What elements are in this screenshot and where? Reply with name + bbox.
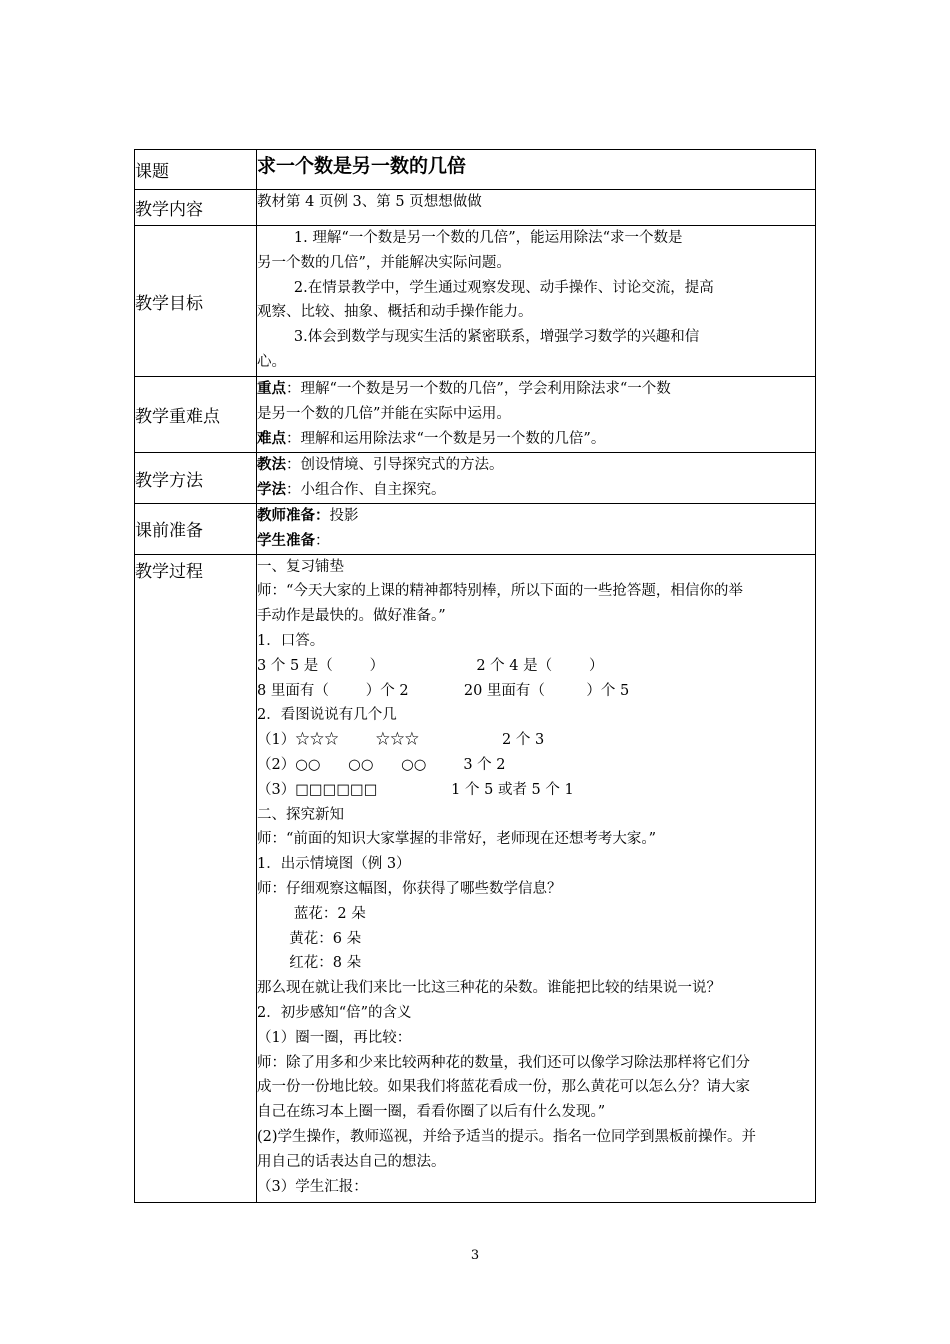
process-line: （3）学生汇报： (257, 1178, 368, 1195)
process-line: 一、复习铺垫 (257, 558, 344, 575)
process-line: 红花：8 朵 (257, 955, 362, 972)
keypoints-label: 教学重难点 (135, 377, 257, 453)
student-prep-text: ： (315, 532, 330, 549)
keypoint-text: ：理解“一个数是另一个数的几倍”，学会利用除法求“一个数 (286, 381, 671, 397)
process-line: 1．口答。 (257, 632, 325, 649)
row-method (135, 453, 816, 504)
goals-cell (257, 226, 816, 377)
prep-cell (257, 504, 816, 555)
prep-label: 课前准备 (135, 504, 257, 555)
process-line: 师：仔细观察这幅图，你获得了哪些数学信息？ (257, 880, 562, 897)
teach-method-text: ：创设情境、引导探究式的方法。 (286, 457, 504, 473)
process-line: （1）圈一圈，再比较： (257, 1029, 412, 1046)
teach-method-heading: 教法 (257, 457, 286, 473)
student-prep-heading: 学生准备 (257, 532, 315, 549)
process-cell (257, 554, 816, 1202)
content-label: 教学内容 (135, 190, 257, 226)
goal-line: 另一个数的几倍”，并能解决实际问题。 (257, 254, 511, 271)
row-title (135, 150, 816, 190)
process-line: 自己在练习本上圈一圈，看看你圈了以后有什么发现。” (257, 1104, 606, 1121)
process-line: （3）□□□□□□ 1 个 5 或者 5 个 1 (257, 781, 574, 798)
content-cell (257, 190, 816, 226)
goal-line: 心。 (257, 353, 286, 370)
goal-line: 1. 理解“一个数是另一个数的几倍”，能运用除法“求一个数是 (257, 230, 683, 246)
teacher-prep-text: 投影 (329, 508, 359, 524)
process-line: 成一份一份地比较。如果我们将蓝花看成一份，那么黄花可以怎么分？请大家 (257, 1079, 750, 1096)
process-line: 8 里面有（ ）个 2 20 里面有（ ）个 5 (257, 682, 630, 699)
process-line: 用自己的话表达自己的想法。 (257, 1153, 446, 1170)
keypoint-text-continued: 是另一个数的几倍”并能在实际中运用。 (257, 405, 511, 422)
goal-line: 2.在情景教学中，学生通过观察发现、动手操作、讨论交流，提高 (257, 279, 714, 296)
process-line: 二、探究新知 (257, 806, 344, 823)
row-content (135, 190, 816, 226)
keypoint-heading: 重点 (257, 381, 286, 397)
learn-method-text: ：小组合作、自主探究。 (286, 481, 446, 498)
process-line: 手动作是最快的。做好准备。” (257, 608, 446, 625)
process-line: 3 个 5 是（ ） 2 个 4 是（ ） (257, 657, 604, 674)
row-prep (135, 504, 816, 555)
process-line: (2)学生操作，教师巡视，并给予适当的提示。指名一位同学到黑板前操作。并 (257, 1128, 757, 1145)
title-cell (257, 150, 816, 190)
process-label: 教学过程 (135, 554, 257, 1202)
difficulty-text: ：理解和运用除法求“一个数是另一个数的几倍”。 (286, 430, 606, 447)
row-keypoints (135, 377, 816, 453)
title-label: 课题 (135, 150, 257, 190)
goal-line: 3.体会到数学与现实生活的紧密联系，增强学习数学的兴趣和信 (257, 329, 700, 346)
teach-method-line (257, 453, 815, 478)
student-prep-line (257, 529, 815, 554)
method-cell (257, 453, 816, 504)
process-line: 蓝花：2 朵 (257, 905, 366, 922)
row-process (135, 554, 816, 1202)
learn-method-line (257, 478, 815, 503)
process-line: 师：除了用多和少来比较两种花的数量，我们还可以像学习除法那样将它们分 (257, 1054, 750, 1071)
process-line: 师：“今天大家的上课的精神都特别棒，所以下面的一些抢答题，相信你的举 (257, 583, 743, 600)
lesson-title: 求一个数是另一数的几倍 (257, 155, 467, 177)
content-value: 教材第 4 页例 3、第 5 页想想做做 (257, 194, 482, 210)
process-line: （1）☆☆☆ ☆☆☆ 2 个 3 (257, 732, 545, 749)
process-line: 师：“前面的知识大家掌握的非常好，老师现在还想考考大家。” (257, 831, 657, 848)
keypoint-line (257, 377, 815, 402)
row-goals (135, 226, 816, 377)
page-number: 3 (470, 1248, 480, 1263)
process-line: 那么现在就让我们来比一比这三种花的朵数。谁能把比较的结果说一说？ (257, 980, 721, 997)
keypoints-cell (257, 377, 816, 453)
difficulty-heading: 难点 (257, 430, 286, 447)
process-line: 1．出示情境图（例 3） (257, 856, 411, 873)
teacher-prep-heading: 教师准备： (257, 508, 330, 524)
process-line: 黄花：6 朵 (257, 930, 362, 947)
learn-method-heading: 学法 (257, 481, 286, 498)
difficulty-line (257, 427, 815, 452)
goal-line: 观察、比较、抽象、概括和动手操作能力。 (257, 304, 533, 321)
process-line: （2）○○ ○○ ○○ 3 个 2 (257, 756, 506, 773)
teacher-prep-line (257, 504, 815, 529)
goals-label: 教学目标 (135, 226, 257, 377)
lesson-plan-table (134, 149, 816, 1203)
method-label: 教学方法 (135, 453, 257, 504)
process-line: 2．看图说说有几个几 (257, 707, 397, 724)
process-line: 2．初步感知“倍”的含义 (257, 1004, 412, 1021)
